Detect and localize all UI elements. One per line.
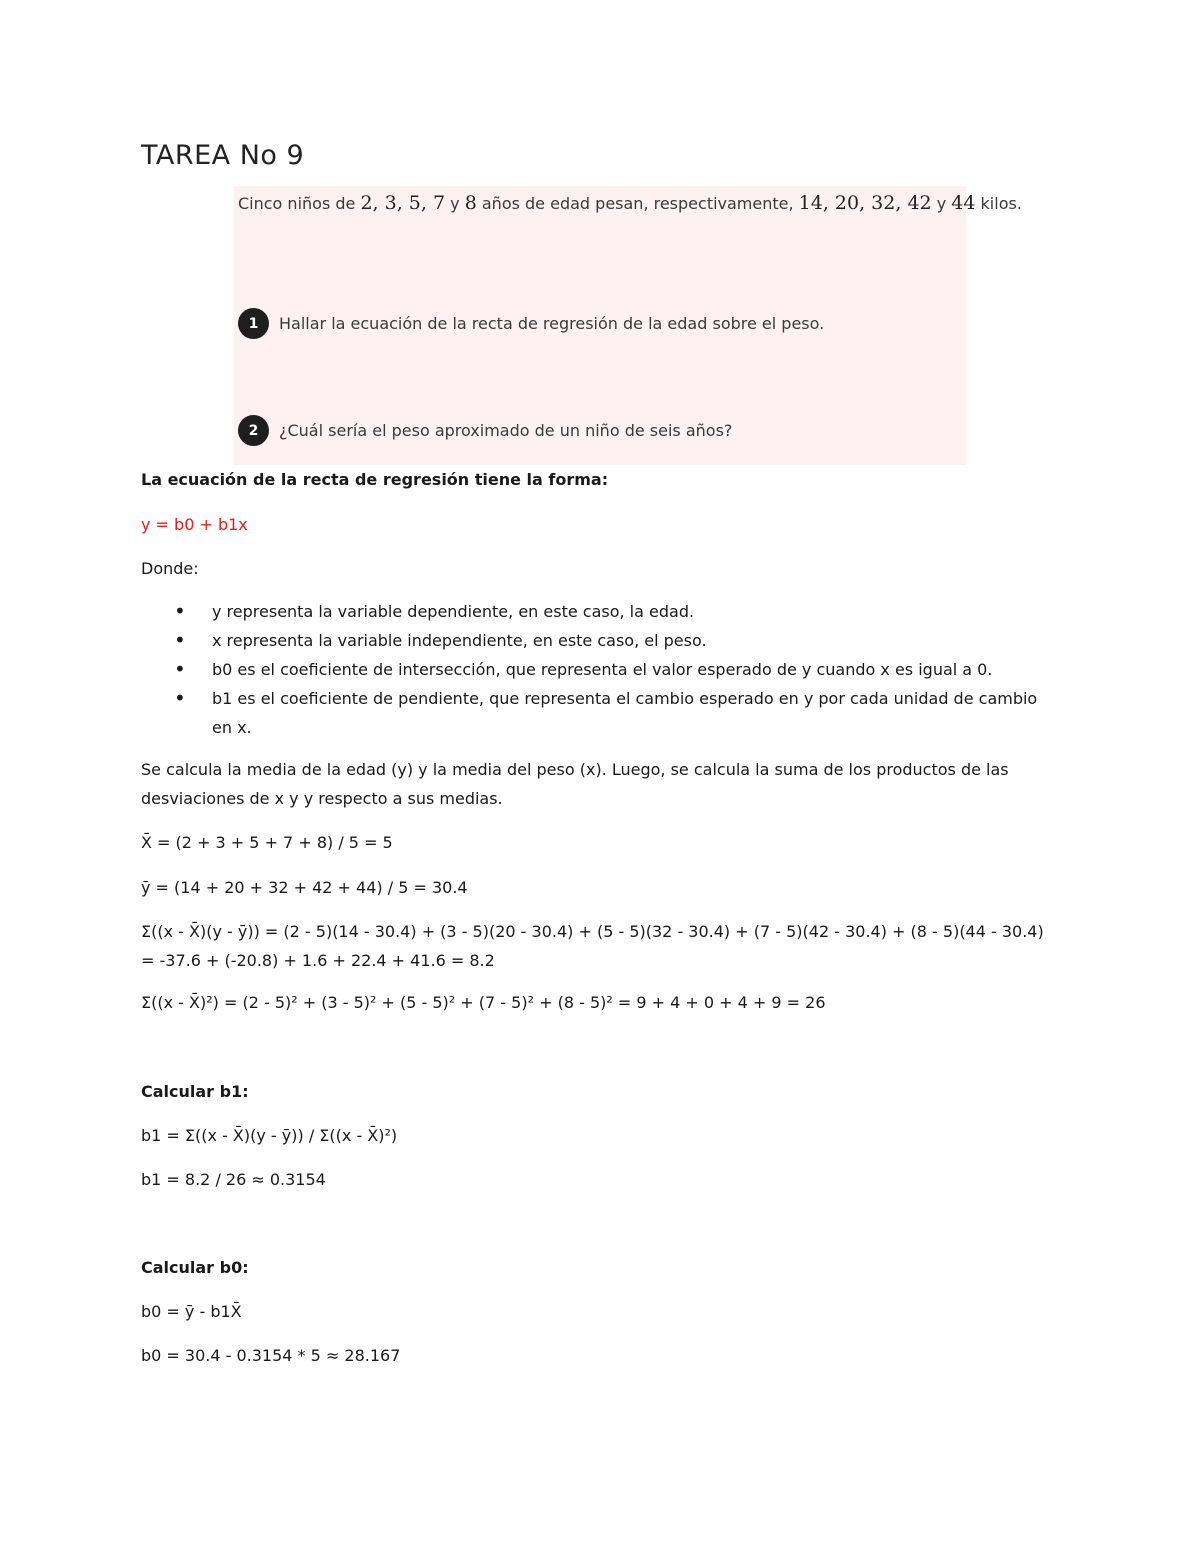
list-item: • x representa la variable independiente, en este caso, el peso. — [141, 626, 1061, 655]
question-number-badge: 1 — [238, 308, 269, 339]
question-number-badge: 2 — [238, 415, 269, 446]
mean-y: ȳ = (14 + 20 + 32 + 42 + 44) / 5 = 30.4 — [141, 878, 468, 897]
task-question-1 — [238, 308, 824, 339]
donde-label: Donde: — [141, 559, 199, 578]
list-item: • b1 es el coeficiente de pendiente, que representa el cambio esperado en y por cada unidad de cambio en x. — [141, 684, 1061, 742]
task-question-2 — [238, 415, 732, 446]
b1-formula: b1 = Σ((x - X̄)(y - ȳ)) / Σ((x - X̄)²) — [141, 1126, 398, 1145]
b0-value: b0 = 30.4 - 0.3154 * 5 ≈ 28.167 — [141, 1346, 401, 1365]
list-item: • y representa la variable dependiente, en este caso, la edad. — [141, 597, 1061, 626]
b1-heading: Calcular b1: — [141, 1082, 249, 1101]
b1-value: b1 = 8.2 / 26 ≈ 0.3154 — [141, 1170, 326, 1189]
mean-x: X̄ = (2 + 3 + 5 + 7 + 8) / 5 = 5 — [141, 833, 393, 852]
definitions-list — [141, 597, 1061, 742]
page-title: TAREA No 9 — [141, 140, 305, 171]
task-intro: Cinco niños de 2, 3, 5, 7 y 8 años de edad pesan, respectivamente, 14, 20, 32, 42 y 44 kilos. — [238, 192, 1022, 214]
list-item: • b0 es el coeficiente de intersección, que representa el valor esperado de y cuando x es igual a 0. — [141, 655, 1061, 684]
b0-formula: b0 = ȳ - b1X̄ — [141, 1302, 242, 1321]
sum-products: Σ((x - X̄)(y - ȳ)) = (2 - 5)(14 - 30.4) + (3 - 5)(20 - 30.4) + (5 - 5)(32 - 30.4) + (7 - 5)(42 - 30.4) + (8 - 5)(44 - 30.4) = -37.6 + (-20.8) + 1.6 + 22.4 + 41.6 = 8.2 — [141, 922, 1044, 970]
regression-equation: y = b0 + b1x — [141, 515, 248, 534]
b0-heading: Calcular b0: — [141, 1258, 249, 1277]
task-statement-image — [234, 186, 1022, 465]
regression-heading: La ecuación de la recta de regresión tiene la forma: — [141, 470, 609, 489]
question-text: Hallar la ecuación de la recta de regresión de la edad sobre el peso. — [279, 314, 825, 333]
question-text: ¿Cuál sería el peso aproximado de un niño de seis años? — [279, 421, 733, 440]
sum-squares: Σ((x - X̄)²) = (2 - 5)² + (3 - 5)² + (5 - 5)² + (7 - 5)² + (8 - 5)² = 9 + 4 + 0 + 4 + 9 = 26 — [141, 993, 826, 1012]
explanation-paragraph: Se calcula la media de la edad (y) y la media del peso (x). Luego, se calcula la suma de los productos de las desviaciones de x y y respecto a sus medias. — [141, 760, 1009, 808]
